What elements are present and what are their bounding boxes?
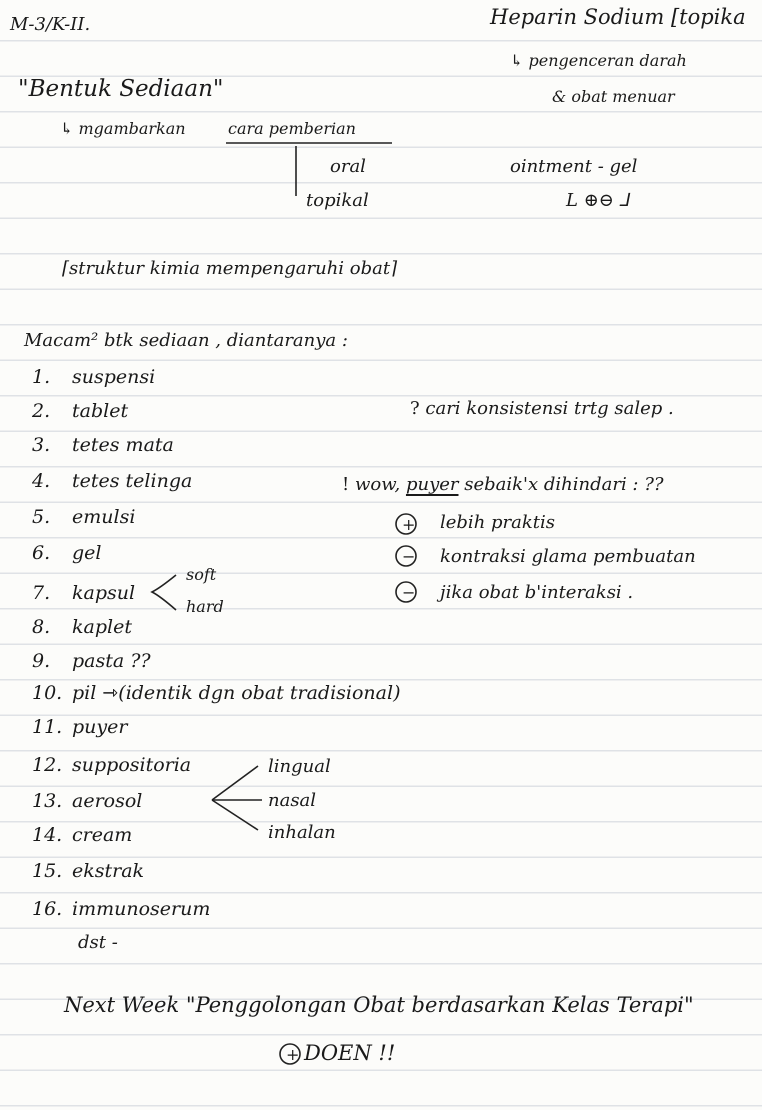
kapsul-hard: hard — [186, 597, 224, 616]
list-item: 10. pil ⇾(identik dgn obat tradisional) — [32, 682, 401, 704]
list-item: 9. pasta ?? — [32, 650, 151, 672]
aerosol-lingual: lingual — [268, 756, 331, 777]
doen-note: DOEN !! — [304, 1041, 396, 1065]
aerosol-nasal: nasal — [268, 790, 317, 811]
side-note-minus-2: jika obat b'interaksi . — [440, 582, 634, 603]
minus-icon: − — [402, 547, 416, 566]
list-item: 14. cream — [32, 824, 133, 846]
drug-heading: Heparin Sodium [topika — [490, 5, 746, 29]
side-note-wow: ! wow, puyer sebaik'x dihindari : ?? — [342, 474, 664, 495]
list-item: 8. kaplet — [32, 616, 132, 638]
section-subtitle: ↳ mgambarkan — [60, 119, 186, 138]
route-oral: oral — [330, 156, 366, 177]
list-item: 5. emulsi — [32, 506, 136, 528]
side-note-plus: lebih praktis — [440, 512, 555, 533]
drug-note-1: ↳ pengenceran darah — [510, 51, 687, 70]
list-item: 2. tablet — [32, 400, 129, 422]
list-item: 6. gel — [32, 542, 102, 564]
list-item: 7. kapsul — [32, 582, 136, 604]
list-item: 3. tetes mata — [32, 434, 174, 456]
aerosol-inhalan: inhalan — [268, 822, 336, 843]
list-item: 16. immunoserum — [32, 898, 211, 920]
list-item: 15. ekstrak — [32, 860, 145, 882]
course-code: M-3/K-II. — [10, 14, 91, 35]
kapsul-soft: soft — [186, 565, 217, 584]
section-title: "Bentuk Sediaan" — [18, 76, 224, 102]
list-title: Macam² btk sediaan , diantaranya : — [24, 330, 348, 351]
list-item: 1. suspensi — [32, 366, 156, 388]
next-week-note: Next Week "Penggolongan Obat berdasarkan Kelas Terapi" — [64, 993, 694, 1017]
quote-line: ⌈struktur kimia mempengaruhi obat⌉ — [62, 258, 398, 279]
list-item: 12. suppositoria — [32, 754, 192, 776]
section-underlined-phrase: cara pemberian — [228, 119, 356, 138]
ointment-gel: ointment - gel — [510, 156, 638, 177]
plus-minus-mark: L ⊕⊖ ⅃ — [566, 190, 630, 211]
drug-note-2: & obat menuar — [552, 87, 675, 106]
route-topikal: topikal — [306, 190, 369, 211]
side-note-minus-1: kontraksi glama pembuatan — [440, 546, 696, 567]
plus-icon: + — [286, 1045, 300, 1064]
list-item: 11. puyer — [32, 716, 128, 738]
plus-icon: + — [402, 515, 416, 534]
list-item: 4. tetes telinga — [32, 470, 193, 492]
list-item: 13. aerosol — [32, 790, 143, 812]
list-continuation: dst - — [78, 932, 118, 953]
minus-icon: − — [402, 583, 416, 602]
side-note-cari: ? cari konsistensi trtg salep . — [410, 398, 674, 419]
